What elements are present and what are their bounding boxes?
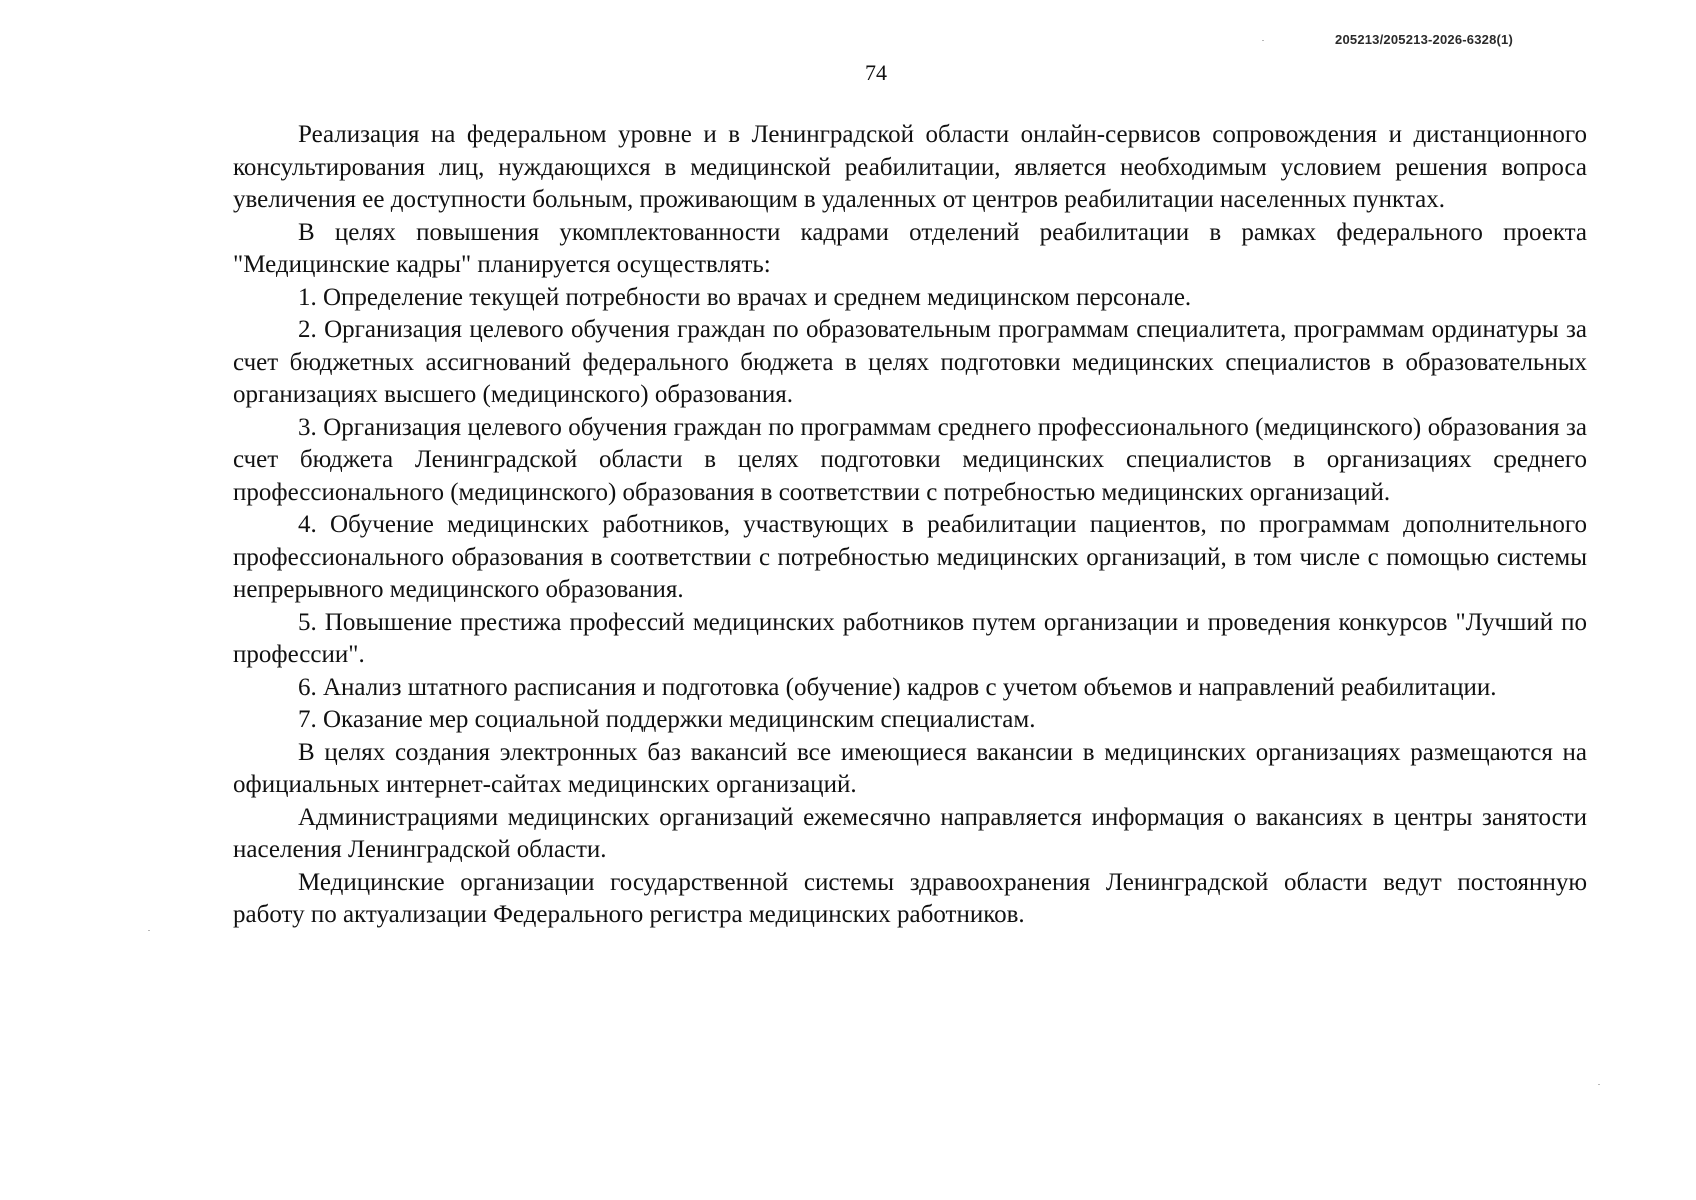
list-item-5: 5. Повышение престижа профессий медицинских работников путем организации и проведения конкурсов "Лучший по профессии". xyxy=(233,608,1587,668)
list-item-3: 3. Организация целевого обучения граждан по программам среднего профессионального (медицинского) образования за счет бюджета Ленинградской области в целях подготовки медицинских специалистов в организациях среднего профессионального (медицинского) образования в соответствии с потребностью медицинских организаций. xyxy=(233,413,1587,506)
document-body xyxy=(233,119,1587,932)
paragraph-staffing-intro: В целях повышения укомплектованности кадрами отделений реабилитации в рамках федерального проекта "Медицинские кадры" планируется осуществлять: xyxy=(233,218,1587,278)
scan-speck xyxy=(1262,40,1264,41)
list-item-1: 1. Определение текущей потребности во врачах и среднем медицинском персонале. xyxy=(298,283,1192,311)
list-item-6: 6. Анализ штатного расписания и подготовка (обучение) кадров с учетом объемов и направлений реабилитации. xyxy=(298,673,1497,701)
scan-speck xyxy=(1598,1084,1600,1085)
paragraph-employment-centers: Администрациями медицинских организаций ежемесячно направляется информация о вакансиях в центры занятости населения Ленинградской области. xyxy=(233,803,1587,863)
list-item-4: 4. Обучение медицинских работников, участвующих в реабилитации пациентов, по программам дополнительного профессионального образования в соответствии с потребностью медицинских организаций, в том числе с помощью системы непрерывного медицинского образования. xyxy=(233,511,1587,603)
document-id: 205213/205213-2026-6328(1) xyxy=(1335,32,1513,47)
paragraph-online-services: Реализация на федеральном уровне и в Ленинградской области онлайн-сервисов сопровождения и дистанционного консультирования лиц, нуждающихся в медицинской реабилитации, является необходимым условием решения вопроса увеличения ее доступности больным, проживающим в удаленных от центров реабилитации населенных пунктах. xyxy=(233,121,1587,213)
paragraph-federal-register: Медицинские организации государственной системы здравоохранения Ленинградской области ведут постоянную работу по актуализации Федерального регистра медицинских работников. xyxy=(233,868,1587,928)
paragraph-vacancy-databases: В целях создания электронных баз вакансий все имеющиеся вакансии в медицинских организациях размещаются на официальных интернет-сайтах медицинских организаций. xyxy=(233,738,1587,798)
list-item-7: 7. Оказание мер социальной поддержки медицинским специалистам. xyxy=(298,706,1036,733)
scan-speck xyxy=(148,930,150,931)
page-number: 74 xyxy=(865,60,887,85)
list-item-2: 2. Организация целевого обучения граждан по образовательным программам специалитета, программам ординатуры за счет бюджетных ассигнований федерального бюджета в целях подготовки медицинских специалистов в образовательных организациях высшего (медицинского) образования. xyxy=(233,316,1587,408)
